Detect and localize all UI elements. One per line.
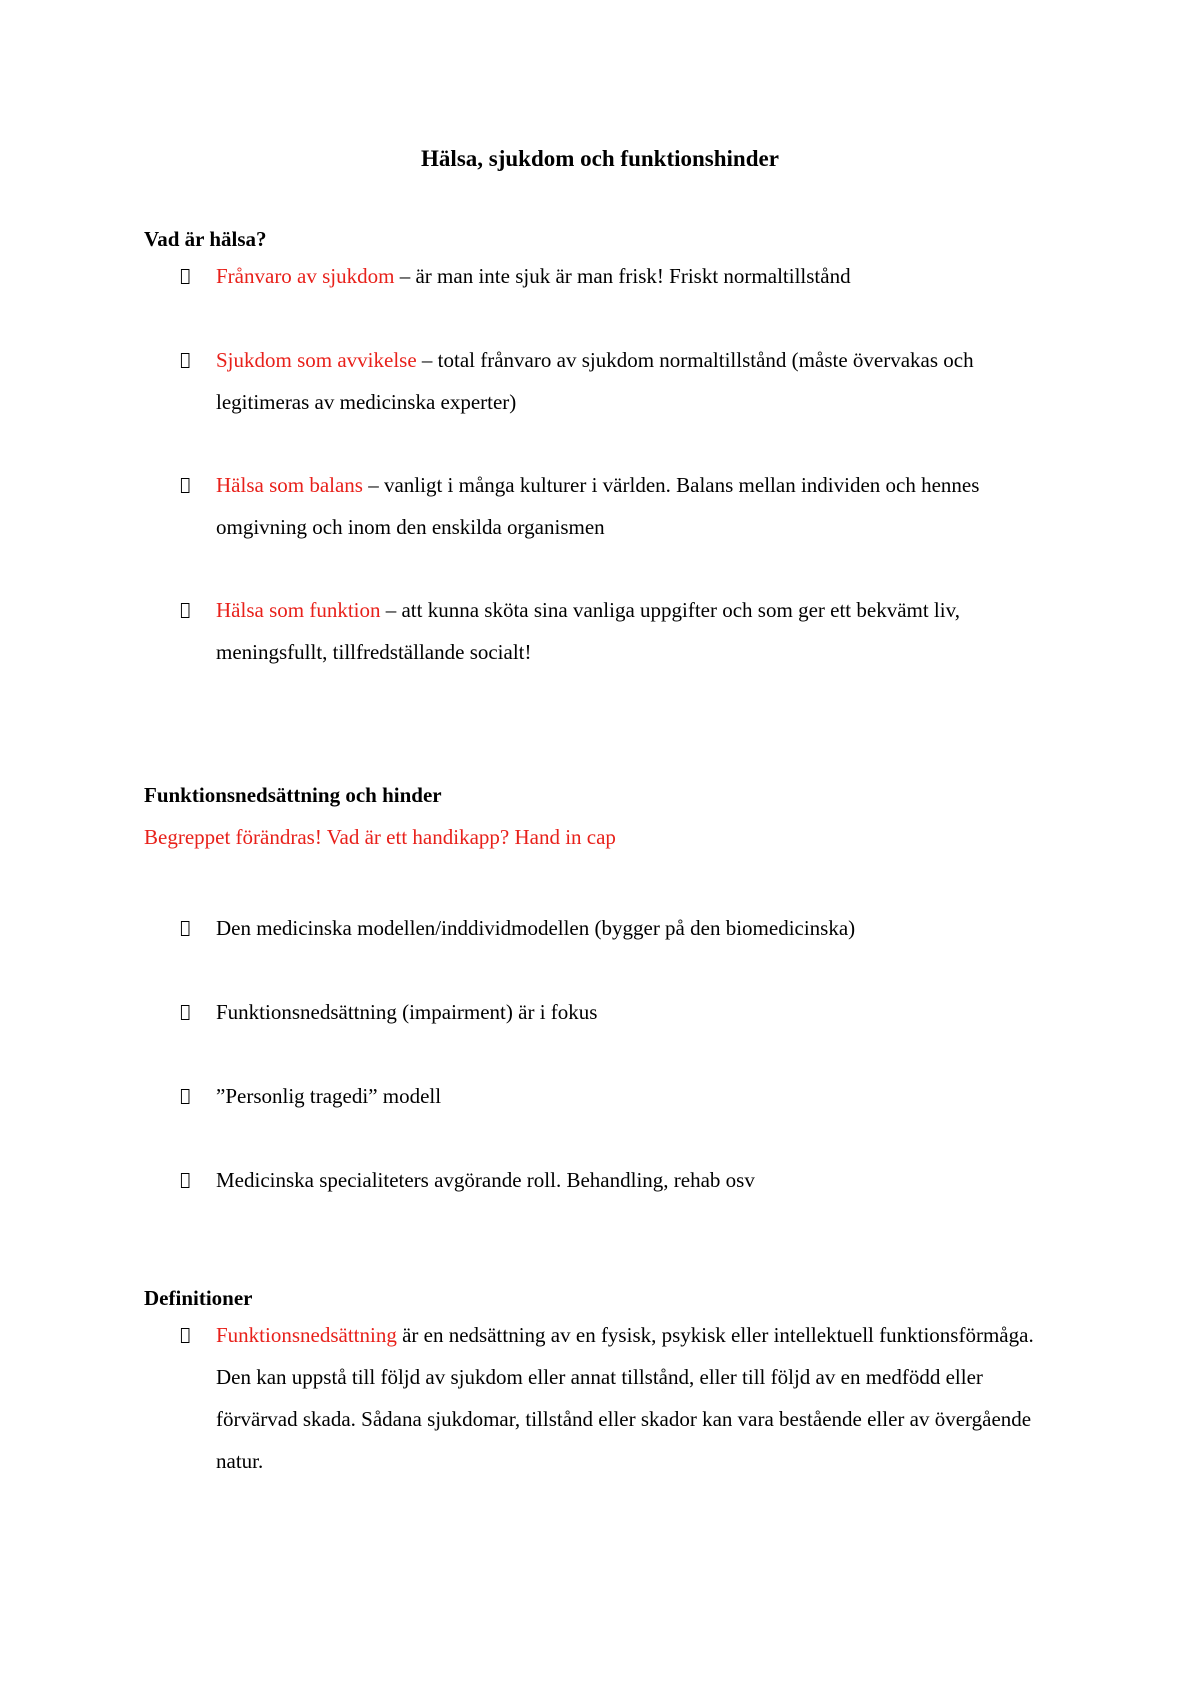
bullet-icon [180, 1314, 200, 1356]
section-heading-disability: Funktionsnedsättning och hinder [144, 783, 442, 807]
list-item [180, 907, 1060, 949]
list-item-text [216, 1314, 1060, 1482]
list-item-text: Funktionsnedsättning (impairment) är i fokus [216, 1000, 598, 1024]
highlight-term: Frånvaro av sjukdom [216, 264, 395, 288]
bullet-icon [180, 464, 200, 506]
item-description: är en nedsättning av en fysisk, psykisk eller intellektuell funktionsförmåga. Den kan uppstå till följd av sjukdom eller annat tillstånd, eller till följd av en medfödd eller förvärvad skada. Sådana sjukdomar, tillstånd eller skador kan vara bestående eller av övergående natur. [216, 1323, 1034, 1473]
list-item-text: Den medicinska modellen/inddividmodellen (bygger på den biomedicinska) [216, 916, 856, 940]
bullet-icon [180, 1159, 200, 1201]
highlight-term: Sjukdom som avvikelse [216, 348, 417, 372]
list-item [180, 464, 1060, 548]
section-subheading: Begreppet förändras! Vad är ett handikapp? Hand in cap [144, 825, 616, 849]
list-item [180, 1159, 1060, 1201]
bullet-icon [180, 255, 200, 297]
section-heading-definitions: Definitioner [144, 1286, 253, 1310]
list-item-text: ”Personlig tragedi” modell [216, 1084, 442, 1108]
list-item-text [216, 464, 1060, 548]
highlight-term: Hälsa som funktion [216, 598, 381, 622]
section-heading-health: Vad är hälsa? [144, 227, 267, 251]
list-item-text [216, 589, 1060, 673]
item-description: – total frånvaro av sjukdom normaltillstånd (måste övervakas och legitimeras av medicinska experter) [216, 348, 974, 414]
list-item [180, 1075, 1060, 1117]
list-item [180, 991, 1060, 1033]
bullet-icon [180, 991, 200, 1033]
list-item-text [216, 255, 1060, 297]
list-item [180, 255, 1060, 297]
list-item-text [216, 339, 1060, 423]
list-item [180, 589, 1060, 673]
item-description: – att kunna sköta sina vanliga uppgifter och som ger ett bekvämt liv, meningsfullt, tillfredställande socialt! [216, 598, 960, 664]
bullet-icon [180, 589, 200, 631]
item-description: – vanligt i många kulturer i världen. Balans mellan individen och hennes omgivning och inom den enskilda organismen [216, 473, 980, 539]
bullet-icon [180, 1075, 200, 1117]
bullet-icon [180, 907, 200, 949]
item-description: – är man inte sjuk är man frisk! Friskt normaltillstånd [394, 264, 851, 288]
highlight-term: Funktionsnedsättning [216, 1323, 397, 1347]
list-item [180, 339, 1060, 423]
document-title: Hälsa, sjukdom och funktionshinder [421, 146, 779, 171]
bullet-icon [180, 339, 200, 381]
list-item [180, 1314, 1060, 1482]
highlight-term: Hälsa som balans [216, 473, 363, 497]
list-item-text: Medicinska specialiteters avgörande roll. Behandling, rehab osv [216, 1168, 755, 1192]
